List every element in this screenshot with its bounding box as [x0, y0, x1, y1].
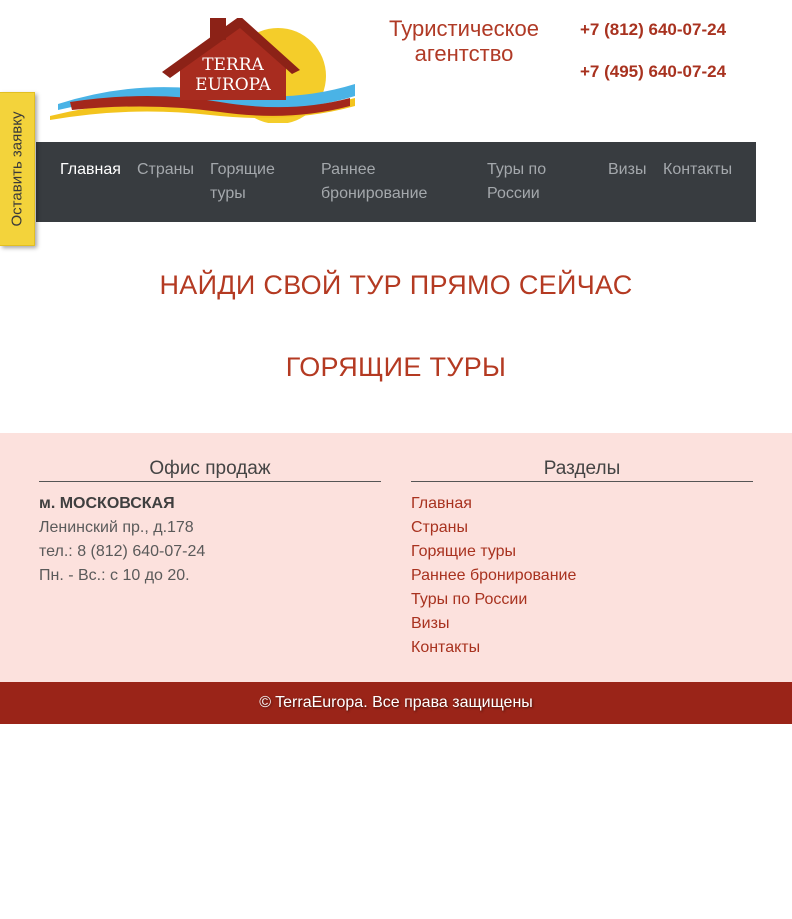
- leave-request-tab[interactable]: [0, 92, 35, 246]
- header: [0, 0, 792, 142]
- footer: [0, 433, 792, 682]
- office-hours: Пн. - Вс.: с 10 до 20.: [39, 567, 190, 584]
- sections-column: [411, 457, 753, 660]
- main-navigation: [36, 142, 756, 222]
- leave-request-label: Оставить заявку: [8, 111, 26, 227]
- find-tour-heading: НАЙДИ СВОЙ ТУР ПРЯМО СЕЙЧАС: [159, 270, 633, 300]
- office-metro: м. МОСКОВСКАЯ: [39, 495, 175, 512]
- terra-europa-logo[interactable]: [50, 18, 355, 123]
- footer-link-early-booking[interactable]: Раннее бронирование: [411, 567, 577, 584]
- footer-link-contacts[interactable]: Контакты: [411, 639, 481, 656]
- nav-item-russia-tours[interactable]: Туры по России: [487, 161, 547, 202]
- logo-text-terra: TERRA: [202, 55, 264, 75]
- footer-link-countries[interactable]: Страны: [411, 519, 469, 536]
- nav-item-hot-tours[interactable]: Горящие туры: [210, 161, 275, 202]
- nav-item-contacts[interactable]: Контакты: [663, 161, 733, 178]
- nav-item-early-booking[interactable]: Раннее бронирование: [321, 161, 428, 202]
- hot-tours-heading: ГОРЯЩИЕ ТУРЫ: [285, 352, 507, 382]
- office-phone: тел.: 8 (812) 640-07-24: [39, 543, 206, 560]
- footer-link-home[interactable]: Главная: [411, 495, 472, 512]
- nav-item-visas[interactable]: Визы: [608, 161, 647, 178]
- sales-office-title: Офис продаж: [39, 457, 381, 482]
- copyright-bar: © TerraEuropa. Все права защищены: [0, 682, 792, 724]
- footer-link-visas[interactable]: Визы: [411, 615, 450, 632]
- sales-office-column: [39, 457, 381, 588]
- footer-link-hot-tours[interactable]: Горящие туры: [411, 543, 517, 560]
- office-address: Ленинский пр., д.178: [39, 519, 194, 536]
- nav-item-countries[interactable]: Страны: [137, 161, 195, 178]
- sections-title: Разделы: [411, 457, 753, 482]
- logo-text-europa: EUROPA: [195, 75, 271, 95]
- footer-link-russia-tours[interactable]: Туры по России: [411, 591, 528, 608]
- nav-item-home[interactable]: Главная: [60, 161, 121, 178]
- phone-moscow[interactable]: +7 (495) 640-07-24: [580, 62, 727, 81]
- phone-spb[interactable]: +7 (812) 640-07-24: [580, 20, 727, 39]
- agency-tagline: Туристическое агентство: [389, 16, 539, 66]
